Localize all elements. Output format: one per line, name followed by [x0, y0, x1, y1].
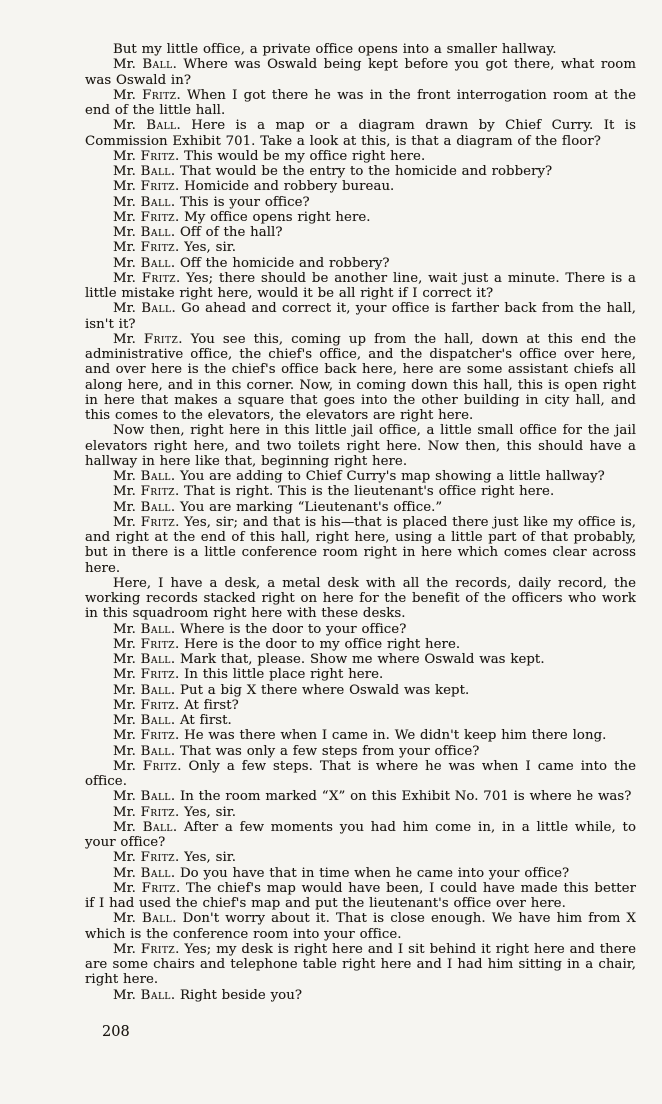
speaker-name: Fritz [140, 209, 175, 225]
transcript-paragraph: Mr. Fritz. He was there when I came in. We didn't keep him there long. [113, 728, 607, 744]
speaker-label: Mr. Fritz. [113, 148, 185, 164]
speaker-label: Mr. Fritz. [113, 758, 189, 774]
speaker-name: Ball [140, 499, 171, 515]
transcript-paragraph: Mr. Ball. That was only a few steps from your office? [113, 743, 480, 759]
transcript-paragraph: Mr. Fritz. My office opens right here. [113, 209, 371, 225]
speaker-label: Mr. Fritz. [113, 514, 185, 530]
transcript-paragraph: Mr. Ball. In the room marked “X” on this Exhibit No. 701 is where he was? [113, 789, 632, 805]
speaker-label: Mr. Fritz. [113, 697, 185, 713]
transcript-paragraph: Mr. Ball. Where was Oswald being kept before you got there, what room was Oswald in? [85, 57, 636, 88]
transcript-paragraph: Mr. Ball. This is your office? [113, 194, 310, 210]
speaker-name: Ball [140, 743, 171, 759]
page-number: 208 [102, 1023, 130, 1040]
transcript-paragraph: Mr. Ball. After a few moments you had him come in, in a little while, to your office? [85, 819, 636, 850]
speaker-name: Fritz [142, 758, 178, 774]
speaker-name: Ball [140, 682, 171, 698]
transcript-paragraph: Mr. Ball. At first. [113, 713, 232, 728]
speaker-name: Fritz [140, 667, 175, 683]
speaker-name: Fritz [140, 697, 175, 713]
transcript-paragraph: Mr. Fritz. The chief's map would have been, I could have made this better if I had used the chief's map and put the lieutenant's office over here. [85, 880, 636, 911]
transcript-paragraph: Mr. Ball. Go ahead and correct it, your office is farther back from the hall, isn't it? [85, 301, 636, 332]
speaker-name: Ball [142, 911, 173, 927]
speaker-name: Fritz [140, 850, 175, 866]
speaker-label: Mr. Fritz. [113, 209, 185, 225]
speaker-label: Mr. Ball. [113, 987, 180, 1003]
speaker-name: Fritz [140, 804, 175, 820]
speaker-label: Mr. Fritz. [113, 636, 185, 652]
transcript-paragraph: Mr. Ball. Mark that, please. Show me where Oswald was kept. [113, 652, 545, 667]
speaker-label: Mr. Ball. [113, 819, 184, 835]
transcript-paragraph: Mr. Ball. Don't worry about it. That is close enough. We have him from X which is the conference room into your office. [85, 911, 636, 942]
transcript-paragraph: Mr. Ball. Where is the door to your office? [113, 621, 407, 637]
speaker-name: Fritz [140, 636, 175, 652]
transcript-paragraph: Mr. Fritz. This would be my office right here. [113, 148, 426, 164]
speaker-name: Fritz [143, 331, 179, 347]
speaker-name: Fritz [140, 240, 175, 256]
speaker-name: Fritz [140, 728, 175, 744]
speaker-label: Mr. Fritz. [113, 941, 185, 957]
transcript-paragraph: Mr. Fritz. Yes, sir; and that is his—that is placed there just like my office is, and right at the end of this hall, right here, using a little part of that probably, but in there is a little conference room right in here which comes clear across here. [85, 514, 636, 576]
transcript-paragraph: Mr. Fritz. In this little place right here. [113, 667, 384, 683]
speaker-label: Mr. Ball. [113, 621, 180, 637]
transcript-paragraph: But my little office, a private office opens into a smaller hallway. [113, 42, 557, 57]
transcript-paragraph: Mr. Fritz. Yes; there should be another line, wait just a minute. There is a little mistake right here, would it be all right if I correct it? [85, 270, 636, 301]
speaker-label: Mr. Ball. [113, 789, 180, 805]
transcript-paragraph: Mr. Fritz. That is right. This is the lieutenant's office right here. [113, 484, 555, 500]
transcript-paragraph: Mr. Fritz. When I got there he was in the front interrogation room at the end of the little hall. [85, 87, 636, 118]
speaker-name: Ball [140, 164, 171, 179]
transcript-paragraph: Mr. Ball. You are marking “Lieutenant's office.” [113, 499, 443, 515]
speaker-name: Ball [140, 865, 171, 881]
speaker-name: Fritz [140, 941, 176, 957]
speaker-label: Mr. Fritz. [113, 484, 185, 500]
speaker-name: Fritz [140, 514, 176, 530]
speaker-name: Ball [140, 621, 171, 637]
speaker-label: Mr. Ball. [113, 865, 180, 881]
speaker-label: Mr. Ball. [113, 57, 184, 73]
speaker-label: Mr. Ball. [113, 499, 180, 515]
transcript-paragraph: Mr. Fritz. At first? [113, 697, 239, 713]
transcript-paragraph: Mr. Fritz. Yes, sir. [113, 850, 236, 866]
speaker-name: Ball [140, 987, 171, 1003]
speaker-label: Mr. Ball. [113, 225, 180, 240]
transcript-paragraph: Mr. Ball. Off the homicide and robbery? [113, 255, 390, 271]
speaker-label: Mr. Ball. [113, 682, 180, 698]
speaker-name: Ball [142, 57, 173, 73]
speaker-name: Ball [140, 255, 171, 271]
transcript-paragraph: Mr. Fritz. You see this, coming up from the hall, down at this end the administrative office, the chief's office, and the dispatcher's office over here, and over here is the chief's office back here, here are some assistant chiefs all along here, and in this corner. Now, in coming down this hall, this is open right in here that makes a square that goes into the other building in city hall, and this comes to the elevators, the elevators are right here. [85, 331, 636, 423]
speaker-label: Mr. Ball. [113, 469, 180, 484]
speaker-label: Mr. Fritz. [113, 880, 186, 896]
speaker-label: Mr. Ball. [113, 652, 180, 667]
speaker-name: Ball [140, 225, 171, 240]
speaker-label: Mr. Fritz. [113, 240, 185, 256]
speaker-label: Mr. Fritz. [113, 728, 185, 744]
transcript-paragraph: Mr. Ball. That would be the entry to the homicide and robbery? [113, 164, 553, 179]
speaker-label: Mr. Ball. [113, 194, 180, 210]
transcript-paragraph: Mr. Fritz. Yes, sir. [113, 804, 236, 820]
speaker-name: Fritz [140, 484, 175, 500]
transcript-paragraph: Mr. Ball. You are adding to Chief Curry's map showing a little hallway? [113, 469, 605, 484]
transcript [85, 42, 636, 1040]
speaker-name: Fritz [141, 270, 177, 286]
speaker-label: Mr. Fritz. [113, 667, 185, 683]
speaker-label: Mr. Ball. [113, 255, 180, 271]
speaker-label: Mr. Fritz. [113, 804, 185, 820]
transcript-paragraph: Mr. Fritz. Only a few steps. That is where he was when I came into the office. [85, 758, 636, 789]
transcript-paragraph: Now then, right here in this little jail office, a little small office for the jail elevators right here, and two toilets right here. Now then, this should have a hallway in here like that, beginning right here. [85, 423, 636, 469]
transcript-paragraph: Mr. Fritz. Here is the door to my office right here. [113, 636, 461, 652]
speaker-name: Ball [140, 194, 171, 210]
speaker-label: Mr. Ball. [113, 743, 180, 759]
speaker-name: Ball [141, 301, 172, 317]
speaker-name: Ball [140, 713, 171, 728]
transcript-paragraph: Mr. Ball. Off of the hall? [113, 225, 283, 240]
transcript-paragraph: Mr. Ball. Do you have that in time when he came into your office? [113, 865, 570, 881]
speaker-label: Mr. Ball. [113, 713, 180, 728]
transcript-paragraph: Mr. Ball. Put a big X there where Oswald was kept. [113, 682, 470, 698]
speaker-label: Mr. Ball. [113, 911, 183, 927]
speaker-label: Mr. Fritz. [113, 87, 187, 103]
speaker-name: Ball [146, 118, 177, 134]
speaker-label: Mr. Ball. [113, 118, 192, 134]
speaker-name: Ball [140, 789, 171, 805]
speaker-name: Fritz [140, 148, 175, 164]
speaker-name: Ball [142, 819, 173, 835]
transcript-paragraph: Mr. Fritz. Yes; my desk is right here and I sit behind it right here and there are some chairs and telephone table right here and I had him sitting in a chair, right here. [85, 941, 636, 988]
speaker-name: Fritz [141, 880, 176, 896]
transcript-paragraph: Mr. Ball. Right beside you? [113, 987, 303, 1003]
transcript-paragraph: Mr. Ball. Here is a map or a diagram drawn by Chief Curry. It is Commission Exhibit 701. Take a look at this, is that a diagram of the floor? [85, 118, 636, 149]
speaker-label: Mr. Fritz. [113, 179, 185, 195]
speaker-label: Mr. Ball. [113, 301, 182, 317]
transcript-paragraph: Here, I have a desk, a metal desk with all the records, daily record, the working records stacked right on here for the benefit of the officers who work in this squadroom right here with these desks. [85, 575, 636, 622]
transcript-paragraph: Mr. Fritz. Homicide and robbery bureau. [113, 179, 395, 195]
speaker-name: Fritz [140, 179, 175, 195]
speaker-name: Ball [140, 469, 171, 484]
speaker-label: Mr. Fritz. [113, 850, 185, 866]
speaker-name: Ball [140, 652, 171, 667]
transcript-paragraph: Mr. Fritz. Yes, sir. [113, 240, 236, 256]
transcript-paragraphs [85, 42, 636, 1003]
speaker-label: Mr. Fritz. [113, 270, 187, 286]
speaker-label: Mr. Fritz. [113, 331, 191, 347]
speaker-label: Mr. Ball. [113, 164, 180, 179]
speaker-name: Fritz [142, 87, 177, 103]
